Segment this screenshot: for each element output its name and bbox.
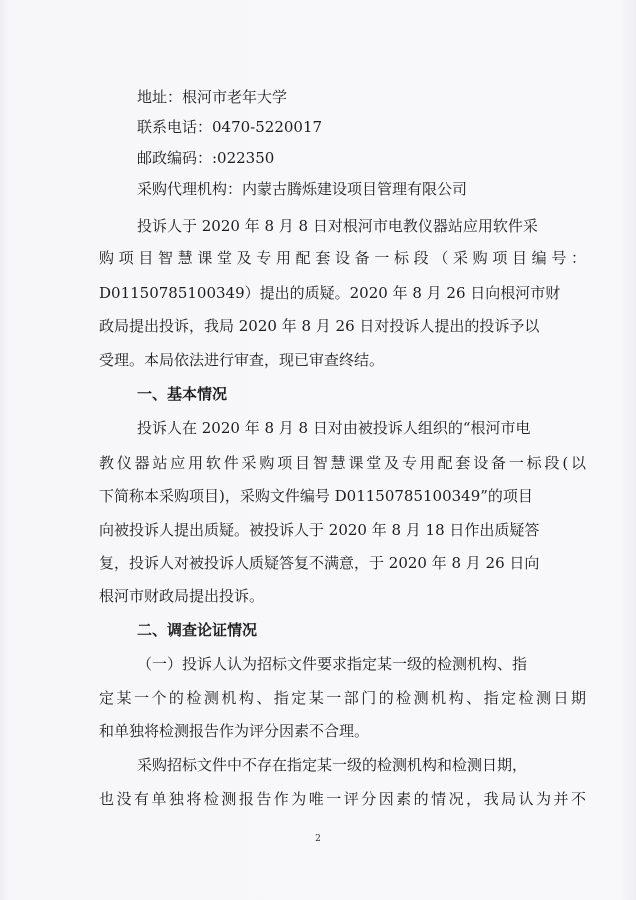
address-line: 地址：根河市老年大学 bbox=[137, 88, 288, 106]
agency-line: 采购代理机构：内蒙古腾烁建设项目管理有限公司 bbox=[137, 180, 468, 198]
section-1-line-5: 复，投诉人对被投诉人质疑答复不满意，于 2020 年 8 月 26 日向 bbox=[99, 554, 540, 572]
section-1-line-6: 根河市财政局提出投诉。 bbox=[99, 587, 265, 605]
intro-line-1: 投诉人于 2020 年 8 月 8 日对根河市电教仪器站应用软件采 bbox=[137, 217, 538, 235]
intro-line-4: 政局提出投诉，我局 2020 年 8 月 26 日对投诉人提出的投诉予以 bbox=[99, 317, 540, 335]
section-1-line-4: 向被投诉人提出质疑。被投诉人于 2020 年 8 月 18 日作出质疑答 bbox=[99, 521, 540, 539]
intro-line-2: 购项目智慧课堂及专用配套设备一标段（采购项目编号： bbox=[99, 249, 586, 267]
section-2-p1-line-1: （一）投诉人认为招标文件要求指定某一级的检测机构、指 bbox=[137, 655, 528, 673]
section-2-p2-line-1: 采购招标文件中不存在指定某一级的检测机构和检测日期， bbox=[137, 756, 528, 774]
section-1-line-2: 教仪器站应用软件采购项目智慧课堂及专用配套设备一标段(以 bbox=[99, 454, 586, 472]
section-1-line-1: 投诉人在 2020 年 8 月 8 日对由被投诉人组织的“根河市电 bbox=[137, 419, 531, 437]
section-2-p1-line-3: 和单独将检测报告作为评分因素不合理。 bbox=[99, 722, 370, 740]
page-number: 2 bbox=[315, 834, 321, 844]
postcode-line: 邮政编码：:022350 bbox=[137, 149, 275, 167]
section-2-p2-line-2: 也没有单独将检测报告作为唯一评分因素的情况，我局认为并不 bbox=[99, 790, 586, 808]
intro-line-5: 受理。本局依法进行审查，现已审查终结。 bbox=[99, 351, 385, 369]
intro-line-3: D01150785100349）提出的质疑。2020 年 8 月 26 日向根河市财 bbox=[99, 284, 561, 302]
phone-line: 联系电话：0470-5220017 bbox=[137, 118, 323, 136]
section-1-line-3: 下简称本采购项目)，采购文件编号 D01150785100349”的项目 bbox=[99, 487, 533, 505]
section-2-p1-line-2: 定某一个的检测机构、指定某一部门的检测机构、指定检测日期 bbox=[99, 689, 586, 707]
section-1-heading: 一、基本情况 bbox=[137, 385, 228, 403]
section-2-heading: 二、调查论证情况 bbox=[137, 621, 258, 639]
